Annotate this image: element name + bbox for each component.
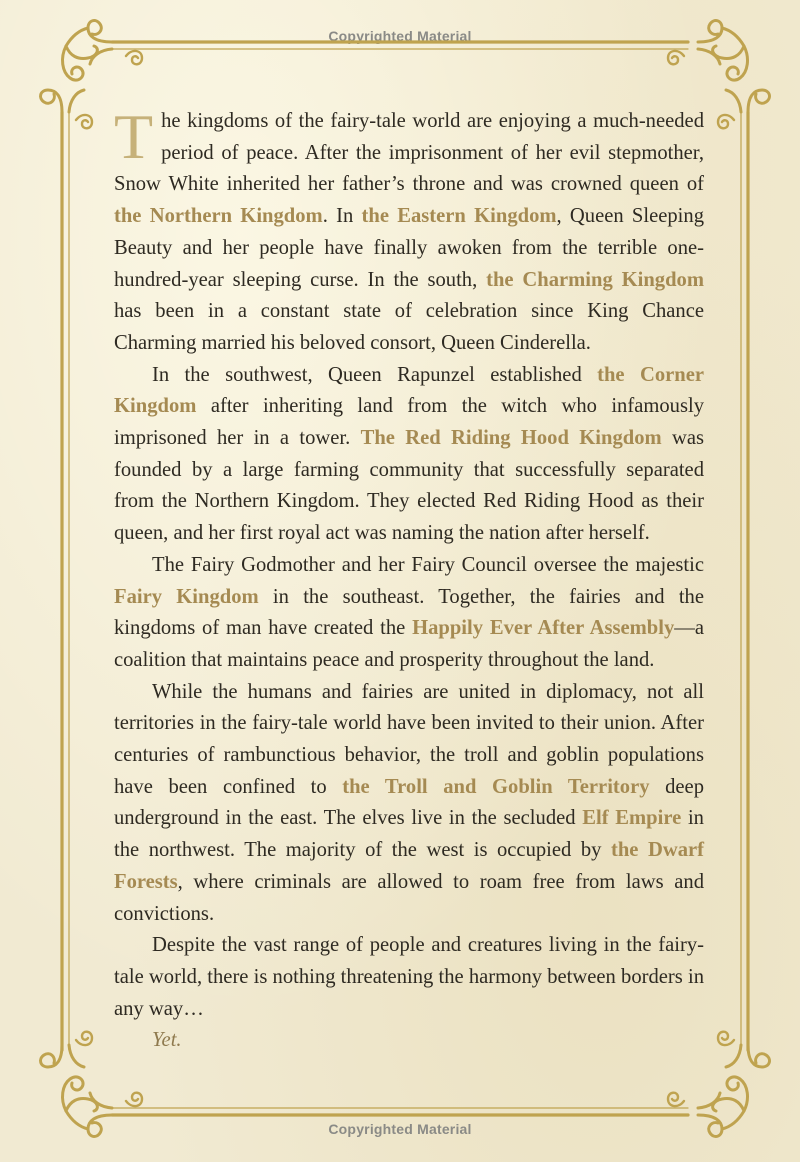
scroll-ornament — [718, 1032, 734, 1045]
text-segment: deep underground in the east. The elves live in the secluded — [114, 775, 704, 830]
corner-flourish — [698, 21, 769, 112]
paragraph — [114, 1025, 704, 1057]
text-segment: —a coalition that maintains peace and prosperity throughout the land. — [114, 617, 704, 671]
watermark-bottom: Copyrighted Material — [328, 1121, 472, 1137]
text-segment: in the southeast. Together, the fairies and the kingdoms of man have created the — [114, 585, 704, 640]
text-segment: has been in a constant state of celebration since King Chance Charming married his beloved consort, Queen Cinderella. — [114, 300, 704, 354]
scroll-ornament — [76, 115, 92, 128]
closing-word: Yet. — [152, 1029, 182, 1052]
text-segment: in the northwest. The majority of the west is occupied by — [114, 807, 704, 862]
paragraph — [114, 677, 704, 931]
kingdom-name: the Eastern Kingdom — [361, 205, 557, 228]
scroll-ornament — [668, 51, 684, 64]
paragraph — [114, 930, 704, 1025]
kingdom-name: Elf Empire — [582, 807, 682, 830]
text-segment: Despite the vast range of people and creatures living in the fairy-tale world, there is nothing threatening the harmony between borders in any way… — [114, 934, 704, 1020]
kingdom-name: the Dwarf Forests — [114, 839, 705, 893]
text-segment: , Queen Sleeping Beauty and her people have finally awoken from the terrible one-hundred-year sleeping curse. In the south, — [114, 205, 704, 291]
scroll-ornament — [76, 1032, 92, 1045]
scroll-ornament — [718, 115, 734, 128]
scroll-ornament — [126, 51, 142, 64]
kingdom-name: the Corner Kingdom — [114, 363, 704, 418]
kingdom-name: The Red Riding Hood Kingdom — [360, 427, 662, 450]
kingdom-name: the Charming Kingdom — [486, 268, 704, 291]
text-segment: . In — [322, 205, 362, 228]
watermark-top: Copyrighted Material — [328, 28, 472, 44]
scroll-ornament — [668, 1093, 684, 1106]
corner-flourish — [698, 1045, 769, 1136]
kingdom-name: the Troll and Goblin Territory — [342, 775, 650, 798]
text-segment: he kingdoms of the fairy-tale world are enjoying a much-needed period of peace. After the imprisonment of her evil stepmother, Snow White inherited her father’s throne and was crowned queen of — [114, 110, 704, 196]
corner-flourish — [41, 1045, 112, 1136]
kingdom-name: the Northern Kingdom — [114, 205, 323, 228]
paragraph — [114, 550, 704, 677]
corner-flourish — [41, 21, 112, 112]
text-segment: The Fairy Godmother and her Fairy Council oversee the majestic — [152, 553, 704, 576]
paragraph — [114, 360, 704, 550]
drop-cap: T — [114, 101, 154, 172]
text-segment: In the southwest, Queen Rapunzel established — [152, 363, 598, 386]
kingdom-name: Happily Ever After Assembly — [412, 617, 675, 640]
kingdom-name: Fairy Kingdom — [114, 585, 259, 608]
text-segment: was founded by a large farming community that successfully separated from the Northern Kingdom. They elected Red Riding Hood as their queen, and her first royal act was naming the nation after herself. — [114, 427, 704, 545]
page-text — [114, 101, 705, 1057]
text-segment: While the humans and fairies are united in diplomacy, not all territories in the fairy-tale world have been invited to their union. After centuries of rambunctious behavior, the troll and goblin populations have been confined to — [114, 680, 704, 798]
scroll-ornament — [126, 1093, 142, 1106]
text-segment: after inheriting land from the witch who infamously imprisoned her in a tower. — [114, 395, 704, 450]
text-segment: , where criminals are allowed to roam free from laws and convictions. — [114, 870, 704, 925]
paragraph — [114, 101, 704, 360]
